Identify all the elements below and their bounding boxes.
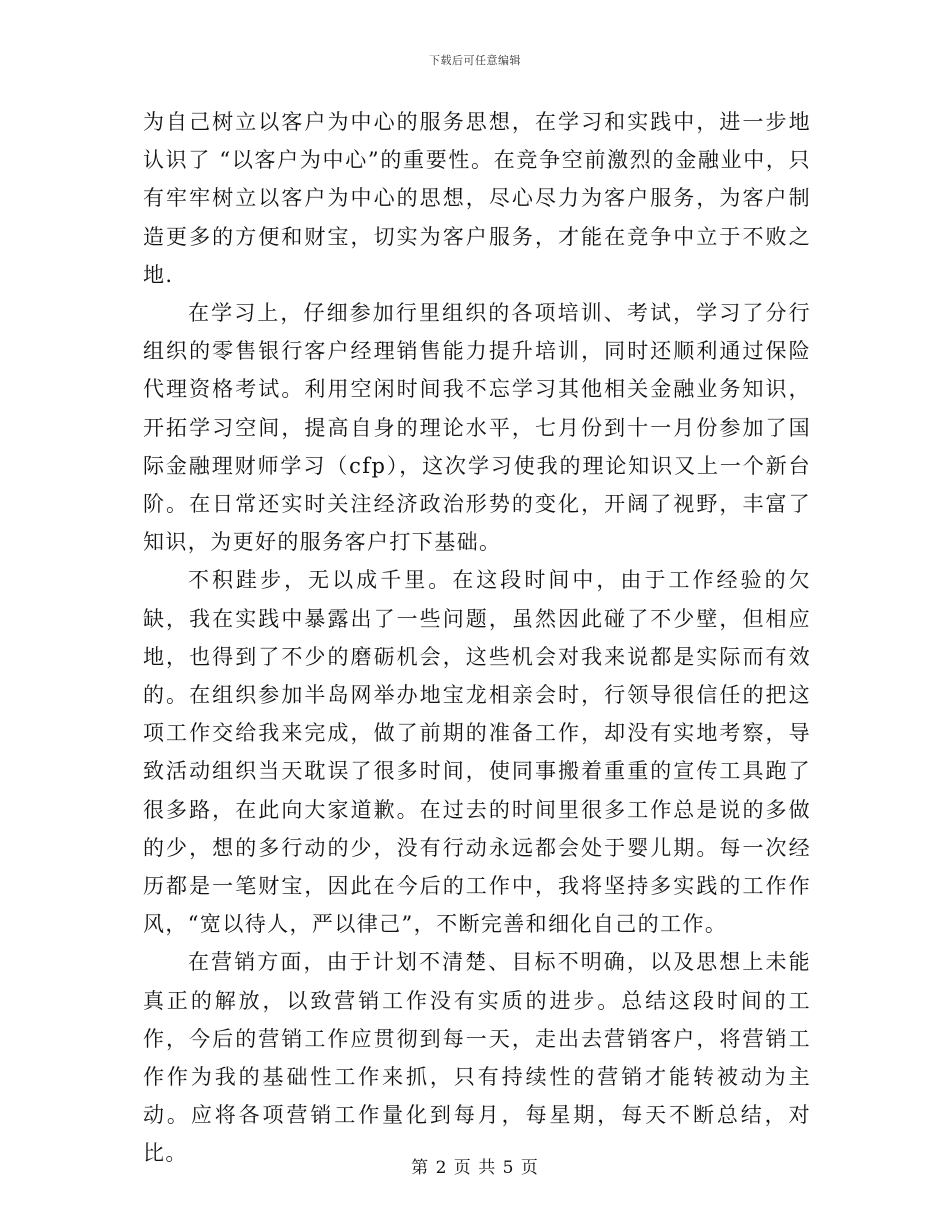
document-body [143, 103, 811, 1173]
page-number: 第 2 页 共 5 页 [411, 1158, 539, 1178]
paragraph-1: 为自己树立以客户为中心的服务思想，在学习和实践中，进一步地认识了 “以客户为中心”的重要性。在竞争空前激烈的金融业中，只有牢牢树立以客户为中心的思想，尽心尽力为客户服务，为客户制造更多的方便和财宝，切实为客户服务，才能在竞争中立于不败之地. [143, 110, 811, 287]
paragraph-4: 在营销方面，由于计划不清楚、目标不明确，以及思想上未能真正的解放，以致营销工作没有实质的进步。总结这段时间的工作，今后的营销工作应贯彻到每一天，走出去营销客户，将营销工作作为我的基础性工作来抓，只有持续性的营销才能转被动为主动。应将各项营销工作量化到每月，每星期，每天不断总结，对比。 [143, 950, 811, 1166]
header-note: 下载后可任意编辑 [429, 54, 521, 67]
paragraph-3: 不积跬步，无以成千里。在这段时间中，由于工作经验的欠缺，我在实践中暴露出了一些问题，虽然因此碰了不少壁，但相应地，也得到了不少的磨砺机会，这些机会对我来说都是实际而有效的。在组织参加半岛网举办地宝龙相亲会时，行领导很信任的把这项工作交给我来完成，做了前期的准备工作，却没有实地考察，导致活动组织当天耽误了很多时间，使同事搬着重重的宣传工具跑了很多路，在此向大家道歉。在过去的时间里很多工作总是说的多做的少，想的多行动的少，没有行动永远都会处于婴儿期。每一次经历都是一笔财宝，因此在今后的工作中，我将坚持多实践的工作作风，“宽以待人，严以律己”，不断完善和细化自己的工作。 [143, 568, 811, 937]
paragraph-2: 在学习上，仔细参加行里组织的各项培训、考试，学习了分行组织的零售银行客户经理销售能力提升培训，同时还顺利通过保险代理资格考试。利用空闲时间我不忘学习其他相关金融业务知识，开拓学习空间，提高自身的理论水平，七月份到十一月份参加了国际金融理财师学习（cfp），这次学习使我的理论知识又上一个新台阶。在日常还实时关注经济政治形势的变化，开阔了视野，丰富了知识，为更好的服务客户打下基础。 [143, 301, 811, 555]
